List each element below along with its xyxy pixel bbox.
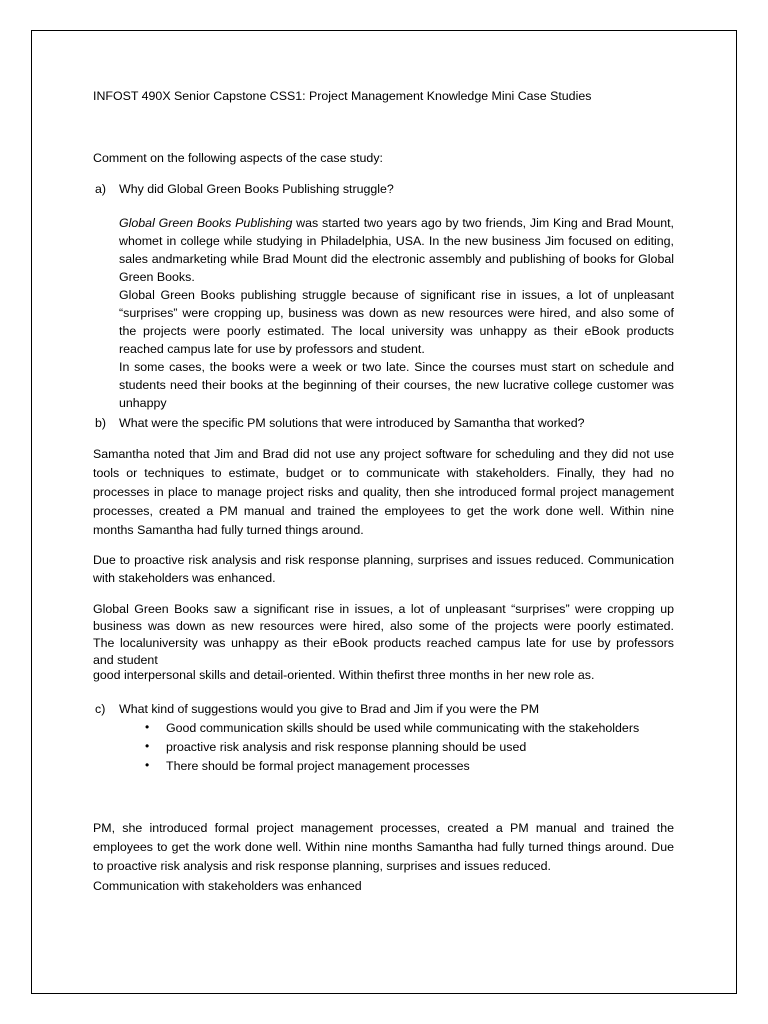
question-b-marker: b) [95, 416, 107, 430]
question-b-text: What were the specific PM solutions that were introduced by Samantha that worked? [119, 416, 585, 430]
answer-b-paragraph-3-line: and student [93, 653, 158, 667]
answer-b-paragraph-1: Samantha noted that Jim and Brad did not use any project software for scheduling and they did not use tools or techniques to estimate, budget or to communicate with stakeholders. Finally, they had no processes in place to manage project risks and quality, then she introduced formal project management processes, created a PM manual and trained the employees to get the work done well. Within nine months Samantha had fully turned things around. [93, 447, 674, 537]
answer-b-paragraph-2: Due to proactive risk analysis and risk response planning, surprises and issues reduced. Communication with stakeholders was enhanced. [93, 553, 674, 585]
suggestion-item: There should be formal project management processes [166, 759, 470, 773]
answer-a-paragraph-1-text: was started two years ago by two friends, Jim King and Brad Mount, whomet in college while studying in Philadelphia, USA. In the new business Jim focused on editing, sales andmarketing while Brad Mount did the electronic assembly and publishing of books for Global Green Books. [119, 216, 674, 284]
bullet-icon: • [145, 720, 150, 734]
question-a-text: Why did Global Green Books Publishing struggle? [119, 182, 394, 196]
answer-a-paragraph-3: In some cases, the books were a week or two late. Since the courses must start on schedule and students need their books at the beginning of their courses, the new lucrative college customer was unhappy [119, 360, 674, 410]
answer-b-paragraph-3-line: business was down as new resources were hired, also some of the projects were poorly estimated. [93, 619, 674, 633]
question-c-text: What kind of suggestions would you give to Brad and Jim if you were the PM [119, 702, 540, 716]
suggestion-item: proactive risk analysis and risk response planning should be used [166, 740, 527, 754]
final-paragraph-last-line: Communication with stakeholders was enhanced [93, 879, 362, 893]
intro-text: Comment on the following aspects of the case study: [93, 151, 383, 165]
question-c-marker: c) [95, 702, 106, 716]
final-paragraph: PM, she introduced formal project management processes, created a PM manual and trained the employees to get the work done well. Within nine months Samantha had fully turned things around. Due to proactive risk analysis and risk response planning, surprises and issues reduced. [93, 821, 674, 873]
question-a-marker: a) [95, 182, 107, 196]
document-title: INFOST 490X Senior Capstone CSS1: Project Management Knowledge Mini Case Studies [93, 89, 592, 103]
answer-b-paragraph-3-line: good interpersonal skills and detail-oriented. Within thefirst three months in her new role as. [93, 668, 595, 682]
suggestion-item: Good communication skills should be used while communicating with the stakeholders [166, 721, 640, 735]
bullet-icon: • [145, 739, 150, 753]
company-name: Global Green Books Publishing [119, 216, 293, 230]
answer-a-paragraph-1 [119, 214, 674, 286]
answer-b-paragraph-3-line: Global Green Books saw a significant rise in issues, a lot of unpleasant “surprises” were cropping up [93, 602, 674, 616]
answer-b-paragraph-3-line: The localuniversity was unhappy as their eBook products reached campus late for use by professors [93, 636, 674, 650]
bullet-icon: • [145, 758, 150, 772]
answer-a-paragraph-2: Global Green Books publishing struggle because of significant rise in issues, a lot of unpleasant “surprises” were cropping up, business was down as new resources were hired, and also some of the projects were poorly estimated. The local university was unhappy as their eBook products reached campus late for use by professors and student. [119, 288, 674, 356]
